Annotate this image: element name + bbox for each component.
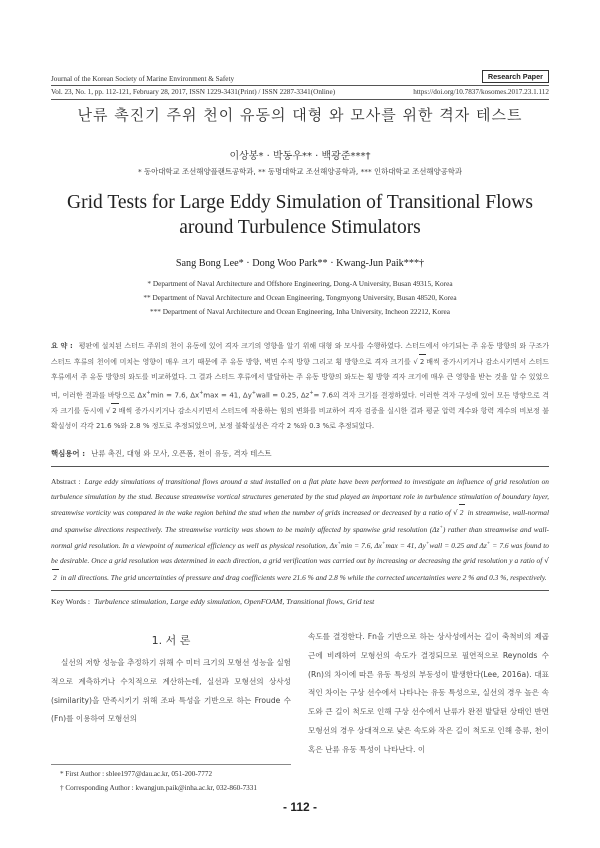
- volume-line: Vol. 23, No. 1, pp. 112-121, February 28, 2017, ISSN 1229-3431(Print) / ISSN 2287-3341(Online): [51, 88, 336, 96]
- section-heading: 1. 서 론: [151, 634, 191, 647]
- korean-keywords: [51, 448, 272, 459]
- korean-title: 난류 촉진기 주위 천이 유동의 대형 와 모사를 위한 격자 테스트: [77, 106, 523, 124]
- korean-abstract-label: 요 약 :: [51, 342, 73, 350]
- abstract-ko-text: max = 41, Δy: [203, 390, 252, 399]
- korean-abstract: 요 약 : 평판에 설치된 스터드 주위의 천이 유동에 있어 격자 크기의 영향을 알기 위해 대형 와 모사를 수행하였다. 스터드에서 야기되는 주 유동 방향의 와 구조가 스터드 후류의 천이에 미치는 영향이 매우 크기 때문에 주 유동 방향, 벽면 수직 방향 그리고 횡 방향으로 격자 크기를 √ 2 배씩 증가시키거나 감소시키면서 스터드 후류에서 주 유동 방향의 와도를 비교하였다. 그 결과 스터드 후류에서 발달하는 주 유동 방향의 와도는 횡 방향 격자 크기에 매우 큰 영향을 받는 것을 알 수 있었으며, 이러한 결과를 바탕으로 Δx+min = 7.6, Δx+max = 41, Δy+wall = 0.25, Δz+= 7.6의 격자 크기를 결정하였다. 이러한 격자 구성에 있어 모든 방향으로 격자 크기를 동시에 √ 2 배씩 증가시키거나 감소시키면서 스터드에 작용하는 힘의 변화를 비교하여 격자 검증을 실시한 결과 평균 압력 계수와 항력 계수의 비보정 불확실성이 각각 21.6 %와 2.8 % 정도로 추정되었으며, 보정 불확실성은 각각 2 %와 0.3 %로 추정되었다.: [51, 342, 550, 431]
- abstract-divider: [51, 466, 549, 467]
- abstract-en-text: wall = 0.25 and Δz: [429, 541, 487, 551]
- english-keywords: [51, 597, 374, 606]
- footnote-rule: [51, 764, 291, 765]
- sqrt-two: 2: [459, 504, 466, 520]
- abstract-en-text: in streamwise, wall-normal and spanwise directions respectively. The streamwise vorticity was shown to be mainly affected by spanwise grid resolution (Δz: [51, 508, 550, 534]
- intro-left-text: 실선의 저항 성능을 추정하기 위해 수 미터 크기의 모형선 성능을 실험적으로 계측하거나 수치적으로 계산하는데, 실선과 모형선의 상사성(similarity)을 만족시키기 위해 조파 특성을 기반으로 하는 Froude 수(Fn)를 이용하여 모형선의: [51, 658, 291, 724]
- doi-link[interactable]: https://doi.org/10.7837/kosomes.2017.23.1.112: [413, 88, 549, 96]
- sqrt-two: 2: [111, 403, 118, 419]
- sqrt-two: 2: [52, 569, 59, 585]
- abstract-ko-text: 배씩 증가시키거나 감소시키면서 스터드 후류에서 주 유동 방향의 와도를 비교하였다. 그 결과 스터드 후류에서 발달하는 주 유동 방향의 와도는 횡 방향 격자 크기에 매우 큰 영향을 받는 것을 알 수 있었으며, 이러한 결과를 바탕으로 Δx: [51, 358, 549, 399]
- abstract-en-text: min = 7.6, Δx: [340, 541, 382, 551]
- first-author-footnote: * First Author : sblee1977@dau.ac.kr, 051-200-7772: [60, 770, 213, 778]
- abstract-en-text: in all directions. The grid uncertainties of pressure and drag coefficients were 21.6 % and 2.8 % while the corrected uncertainties were 2 % and 0.3 %, respectively.: [58, 572, 547, 582]
- abstract-ko-text: min = 7.6, Δx: [150, 390, 200, 399]
- abstract-en-text: Large eddy simulations of transitional flows around a stud installed on a flat plate have been performed to investigate an influence of grid resolution on turbulence simulation by the stud. Because streamwise vortical structures generated by the stud played an important role in turbulence stimulation of boundary layer, streamwise vorticity was compared in the wake region behind the stud when the number of grids increased or decreased by a ratio of: [51, 477, 549, 518]
- english-title: Grid Tests for Large Eddy Simulation of Transitional Flows around Turbulence Stimulators: [67, 192, 533, 238]
- english-abstract-label: Abstract :: [51, 477, 81, 486]
- english-keywords-text: Turbulence stimulation, Large eddy simulation, OpenFOAM, Transitional flows, Grid test: [94, 597, 375, 606]
- abstract-ko-text: = 7.6의 격자 크기를 결정하였다. 이러한 격자 구성에 있어 모든 방향으로 격자 크기를 동시에: [51, 390, 550, 416]
- corresponding-author-footnote: † Corresponding Author : kwangjun.paik@inha.ac.kr, 032-860-7331: [60, 784, 257, 792]
- header-rule-top: [51, 85, 549, 86]
- affiliation-2: ** Department of Naval Architecture and Ocean Engineering, Tongmyong University, Busan 48520, Korea: [143, 293, 457, 302]
- abstract-en-text: max = 41, Δy: [385, 541, 426, 551]
- article-type-badge: Research Paper: [482, 70, 549, 83]
- intro-right-column: 속도를 결정한다. Fn을 기반으로 하는 상사성에서는 길이 축척비의 제곱근에 비례하여 모형선의 속도가 결정되므로 필연적으로 Reynolds 수(Rn)의 차이에 따른 유동 특성의 부동성이 발생한다(Lee, 2016a). 대표적인 차이는 구상 선수에서 나타나는 유동 특성으로, 실선의 경우 높은 속도와 큰 길이 척도로 인해 구상 선수에서 난류가 완전 발달된 상태인 반면 모형선의 경우 상대적으로 낮은 속도와 작은 길이 척도로 인해 층류, 천이 혹은 난류 유동 특성이 나타난다. 이: [308, 632, 549, 754]
- affiliation-3: *** Department of Naval Architecture and Ocean Engineering, Inha University, Incheon 22212, Korea: [149, 307, 450, 316]
- korean-affiliations: * 동아대학교 조선해양플랜트공학과, ** 동명대학교 조선해양공학과, *** 인하대학교 조선해양공학과: [137, 167, 463, 176]
- english-abstract: Abstract : Large eddy simulations of transitional flows around a stud installed on a flat plate have been performed to investigate an influence of grid resolution on turbulence simulation by the stud. Because streamwise vortical structures generated by the stud played an important role in turbulence stimulation of boundary layer, streamwise vorticity was compared in the wake region behind the stud when the number of grids increased or decreased by a ratio of √ 2 in streamwise, wall-normal and spanwise directions respectively. The streamwise vorticity was shown to be mainly affected by spanwise grid resolution (Δz+) rather than streamwise and wall-normal grid resolution. In a viewpoint of numerical efficiency as well as physical resolution, Δx+min = 7.6, Δx+max = 41, Δy+wall = 0.25 and Δz+ = 7.6 was found to be desirable. Once a grid resolution was determined in each direction, a grid verification was carried out by increasing or decreasing the grid resolution y a ratio of √2 in all directions. The grid uncertainties of pressure and drag coefficients were 21.6 % and 2.8 % while the corrected uncertainties were 2 % and 0.3 %, respectively.: [51, 474, 549, 585]
- abstract-ko-text: 평판에 설치된 스터드 주위의 천이 유동에 있어 격자 크기의 영향을 알기 위해 대형 와 모사를 수행하였다. 스터드에서 야기되는 주 유동 방향의 와 구조가 스터드 후류의 천이에 미치는 영향이 매우 크기 때문에 주 유동 방향, 벽면 수직 방향 그리고 횡 방향으로 격자 크기를: [51, 342, 549, 367]
- sqrt-two: 2: [419, 354, 426, 370]
- english-keywords-label: Key Words :: [51, 597, 91, 606]
- journal-name: Journal of the Korean Society of Marine Environment & Safety: [51, 75, 235, 83]
- keywords-divider: [51, 590, 549, 591]
- intro-left-column: [51, 654, 291, 729]
- abstract-ko-text: 배씩 증가시키거나 감소시키면서 스터드에 작용하는 힘의 변화를 비교하여 격자 검증을 실시한 결과 평균 압력 계수와 항력 계수의 비보정 불확실성이 각각 21.6 %와 2.8 % 정도로 추정되었으며, 보정 불확실성은 각각 2 %와 0.3 %로 추정되었다.: [51, 407, 549, 431]
- korean-keywords-text: 난류 촉진, 대형 와 모사, 오픈폼, 천이 유동, 격자 테스트: [91, 449, 272, 458]
- korean-keywords-label: 핵심용어 :: [51, 449, 86, 458]
- header-rule-bottom: [51, 99, 549, 100]
- abstract-en-text: ) rather than streamwise and wall-normal grid resolution. In a viewpoint of numerical efficiency as well as physical resolution, Δx: [51, 524, 550, 551]
- english-authors: Sang Bong Lee* · Dong Woo Park** · Kwang-Jun Paik***†: [175, 258, 425, 269]
- abstract-ko-text: wall = 0.25, Δz: [255, 390, 310, 399]
- affiliation-1: * Department of Naval Architecture and Offshore Engineering, Dong-A University, Busan 49315, Korea: [147, 279, 453, 288]
- korean-authors: 이상봉* · 박동우** · 백광준***†: [229, 151, 371, 162]
- abstract-en-text: = 7.6 was found to be desirable. Once a grid resolution was determined in each direction, a grid verification was carried out by increasing or decreasing the grid resolution y a ratio of: [51, 541, 549, 566]
- page-number: - 112 -: [282, 800, 318, 814]
